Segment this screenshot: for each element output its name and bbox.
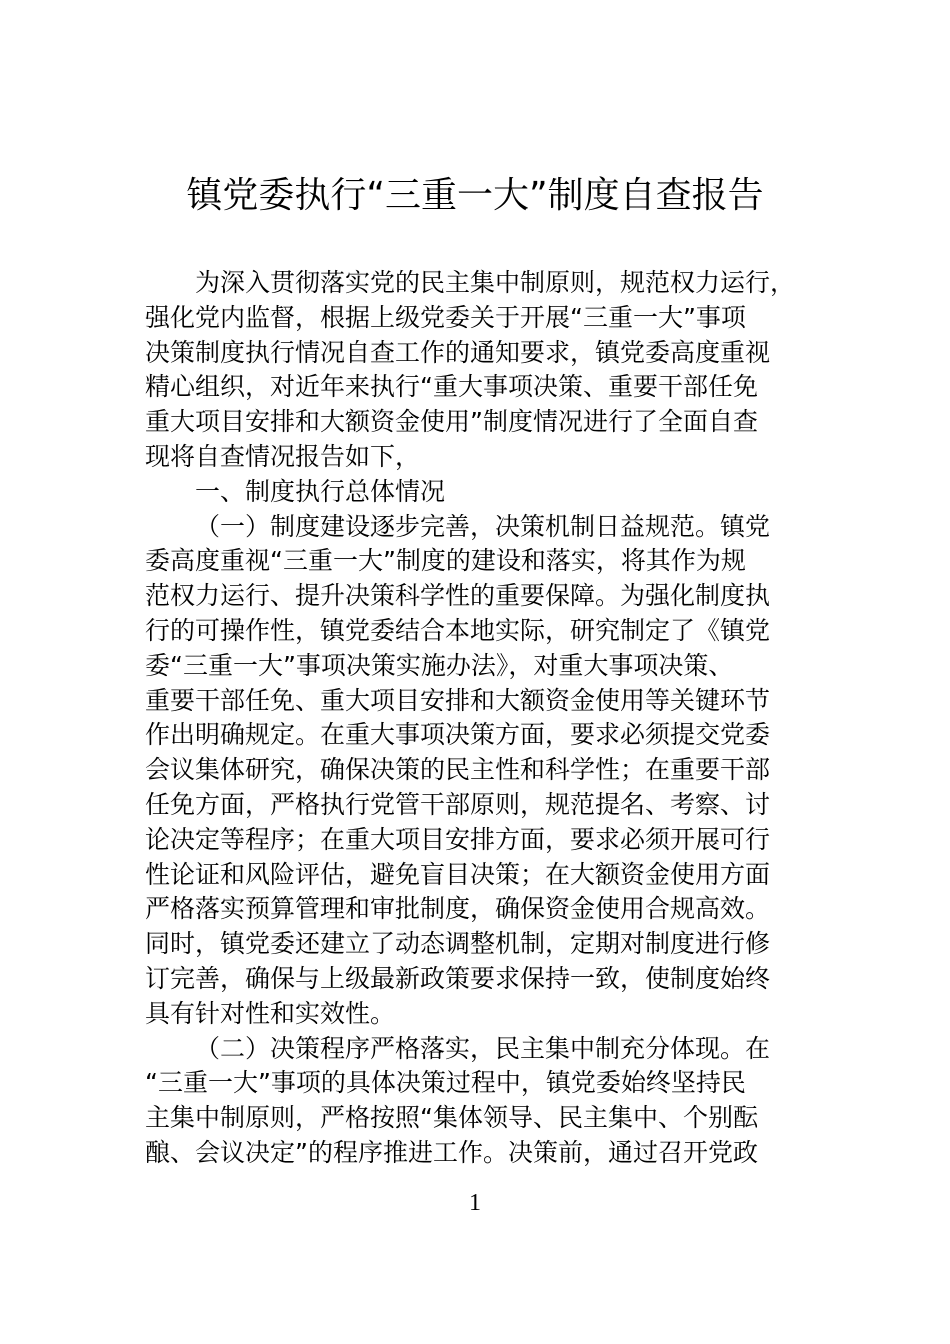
paragraph-line: “三重一大”事项的具体决策过程中，镇党委始终坚持民 [145, 1068, 746, 1098]
paragraph-line: 订完善，确保与上级最新政策要求保持一致，使制度始终 [145, 963, 771, 993]
paragraph-line: 范权力运行、提升决策科学性的重要保障。为强化制度执 [145, 581, 771, 611]
paragraph-line: 作出明确规定。在重大事项决策方面，要求必须提交党委 [145, 720, 771, 750]
document-body [145, 266, 815, 1171]
paragraph-line: 重大项目安排和大额资金使用”制度情况进行了全面自查 [145, 407, 758, 437]
section-heading: 一、制度执行总体情况 [195, 476, 446, 506]
paragraph-line: 性论证和风险评估，避免盲目决策；在大额资金使用方面 [145, 859, 771, 889]
paragraph-line: 行的可操作性，镇党委结合本地实际，研究制定了《镇党 [145, 615, 771, 645]
paragraph-line: 会议集体研究，确保决策的民主性和科学性；在重要干部 [145, 755, 771, 785]
paragraph-line: 主集中制原则，严格按照“集体领导、民主集中、个别酝 [145, 1103, 758, 1133]
paragraph-line: （二）决策程序严格落实，民主集中制充分体现。在 [195, 1033, 771, 1063]
paragraph-line: 委“三重一大”事项决策实施办法》，对重大事项决策、 [145, 650, 734, 680]
paragraph-line: 酿、会议决定”的程序推进工作。决策前，通过召开党政 [145, 1137, 758, 1167]
paragraph-line: 严格落实预算管理和审批制度，确保资金使用合规高效。 [145, 894, 771, 924]
paragraph-line: 委高度重视“三重一大”制度的建设和落实，将其作为规 [145, 546, 746, 576]
paragraph-line: 精心组织，对近年来执行“重大事项决策、重要干部任免 [145, 372, 758, 402]
paragraph-line: 任免方面，严格执行党管干部原则，规范提名、考察、讨 [145, 789, 771, 819]
paragraph-line: 决策制度执行情况自查工作的通知要求，镇党委高度重视 [145, 337, 771, 367]
paragraph-line: 强化党内监督，根据上级党委关于开展“三重一大”事项 [145, 302, 746, 332]
document-title: 镇党委执行“三重一大”制度自查报告 [186, 175, 764, 216]
paragraph-line: （一）制度建设逐步完善，决策机制日益规范。镇党 [195, 511, 771, 541]
paragraph-line: 具有针对性和实效性。 [145, 998, 396, 1028]
paragraph-line: 论决定等程序；在重大项目安排方面，要求必须开展可行 [145, 824, 771, 854]
page-number: 1 [469, 1190, 481, 1216]
paragraph-line: 为深入贯彻落实党的民主集中制原则，规范权力运行， [195, 268, 796, 297]
paragraph-line: 现将自查情况报告如下， [145, 441, 421, 471]
paragraph-line: 重要干部任免、重大项目安排和大额资金使用等关键环节 [145, 685, 771, 715]
paragraph-line: 同时，镇党委还建立了动态调整机制，定期对制度进行修 [145, 929, 771, 959]
